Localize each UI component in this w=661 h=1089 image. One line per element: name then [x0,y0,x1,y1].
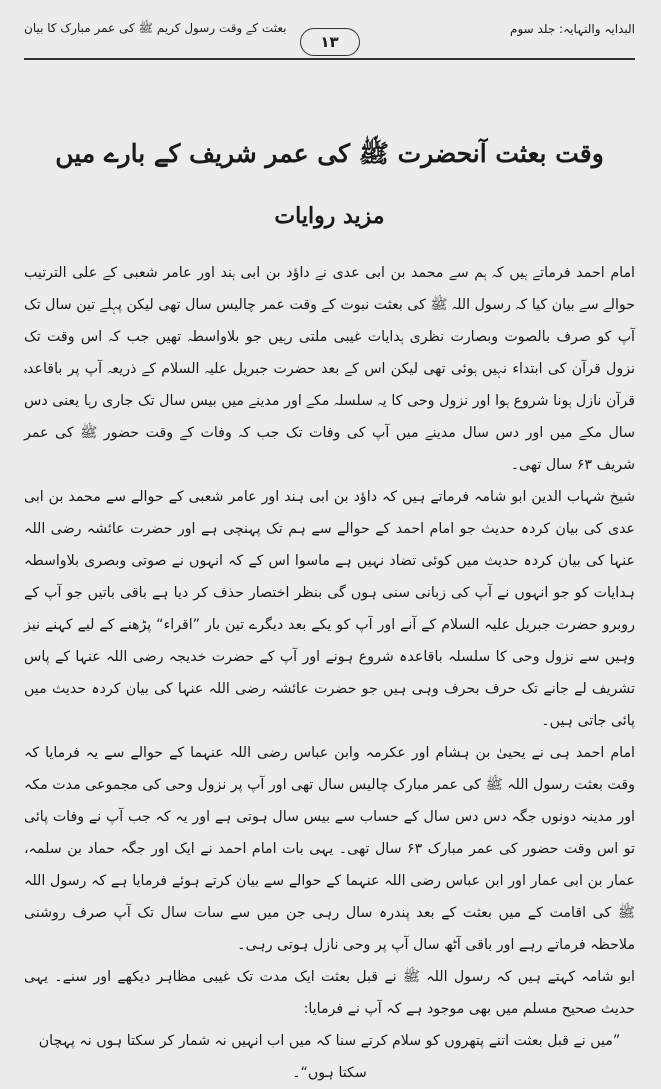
running-header [24,0,635,60]
hadith-quote: ”میں نے قبل بعثت اتنے پتھروں کو سلام کرتے سنا کہ میں اب انہیں نہ شمار کر سکتا ہوں نہ پہچان سکتا ہوں“۔ [38,1033,621,1081]
chapter-title: وقت بعثت آنحضرت ﷺ کی عمر شریف کے بارے میں [55,139,604,168]
paragraph: شیخ شہاب الدین ابو شامہ فرماتے ہیں کہ داؤد بن ابی ہند اور عامر شعبی کے حوالے سے محمد بن ابی عدی کی بیان کردہ حدیث جو امام احمد کے حوالے سے ہم تک پہنچی ہے اور حضرت عائشہ رضی اللہ عنہا کی بیان کردہ حدیث میں کوئی تضاد نہیں ہے ماسوا اس کے کہ انہوں نے صوتی وبصری بلاواسطہ ہدایات کو جو انہوں نے آپ کی زبانی سنی ہوں گی بنظر اختصار حذف کر دیا ہے باقی باتیں جو آپ کے روبرو حضرت جبریل علیہ السلام کے آنے اور آپ کو یکے بعد دیگرے تین بار ”اقراء“ پڑھنے کے لیے کہنے نیز وہیں سے نزول وحی کا سلسلہ باقاعدہ شروع ہونے اور آپ کے حضرت خدیجہ رضی اللہ عنہا کے پاس تشریف لے جانے تک حرف بحرف وہی ہیں جو حضرت عائشہ رضی اللہ عنہا کی بیان کردہ حدیث میں پائی جاتی ہیں۔ [24,489,635,729]
body-text [24,257,635,1089]
page-number: ۱۳ [300,28,360,56]
header-book-title: البدایہ والنہایہ: جلد سوم [510,22,635,36]
paragraph: امام احمد ہی نے یحییٰ بن ہشام اور عکرمہ وابن عباس رضی اللہ عنہما کے حوالے سے یہ فرمایا کہ وقت بعثت رسول اللہ ﷺ کی عمر مبارک چالیس سال تھی اور آپ پر نزول وحی کی مجموعی مدت مکہ اور مدینہ دونوں جگہ دس دس سال کے حساب سے بیس سال ہوتی ہے اور یہ کہ جب آپ نے وفات پائی تو اس وقت حضور کی عمر مبارک ۶۳ سال تھی۔ یہی بات امام احمد نے ایک اور جگہ حماد بن سلمہ، عمار بن ابی عمار اور ابن عباس رضی اللہ عنہما کے حوالے سے بیان کرتے ہوئے فرمایا ہے کہ رسول اللہ ﷺ کی اقامت کے میں بعثت کے بعد پندرہ سال رہی جن میں سے سات سال تک آپ صرف روشنی ملاحظہ فرماتے رہے اور باقی آٹھ سال آپ پر وحی نازل ہوتی رہی۔ [24,745,635,953]
section-subtitle: مزید روایات [274,203,385,229]
paragraph: ابو شامہ کہتے ہیں کہ رسول اللہ ﷺ نے قبل بعثت ایک مدت تک غیبی مظاہر دیکھے اور سنے۔ یہی حدیث صحیح مسلم میں بھی موجود ہے کہ آپ نے فرمایا: [24,969,635,1017]
paragraph: امام احمد فرماتے ہیں کہ ہم سے محمد بن ابی عدی نے داؤد بن ابی ہند اور عامر شعبی کے علی الترتیب حوالے سے بیان کیا کہ رسول اللہ ﷺ کی بعثت نبوت کے وقت عمر چالیس سال تھی لیکن پہلے تین سال تک آپ کو صرف بالصوت وبصارت نظری ہدایات غیبی ملتی رہیں جو بلاواسطہ تھیں جب کہ اس وقت تک نزول قرآن کی ابتداء نہیں ہوئی تھی لیکن اس کے بعد حضرت جبریل علیہ السلام کے ذریعہ آپ پر باقاعدہ قرآن نازل ہونا شروع ہوا اور نزول وحی کا یہ سلسلہ مکے اور مدینے میں بیس سال تک جاری رہا یعنی دس سال مکے میں اور دس سال مدینے میں آپ کی وفات تک جب کہ وفات کے وقت حضور ﷺ کی عمر شریف ۶۳ سال تھی۔ [24,265,635,473]
header-chapter-title: بعثت کے وقت رسول کریم ﷺ کی عمر مبارک کا بیان [24,20,287,35]
